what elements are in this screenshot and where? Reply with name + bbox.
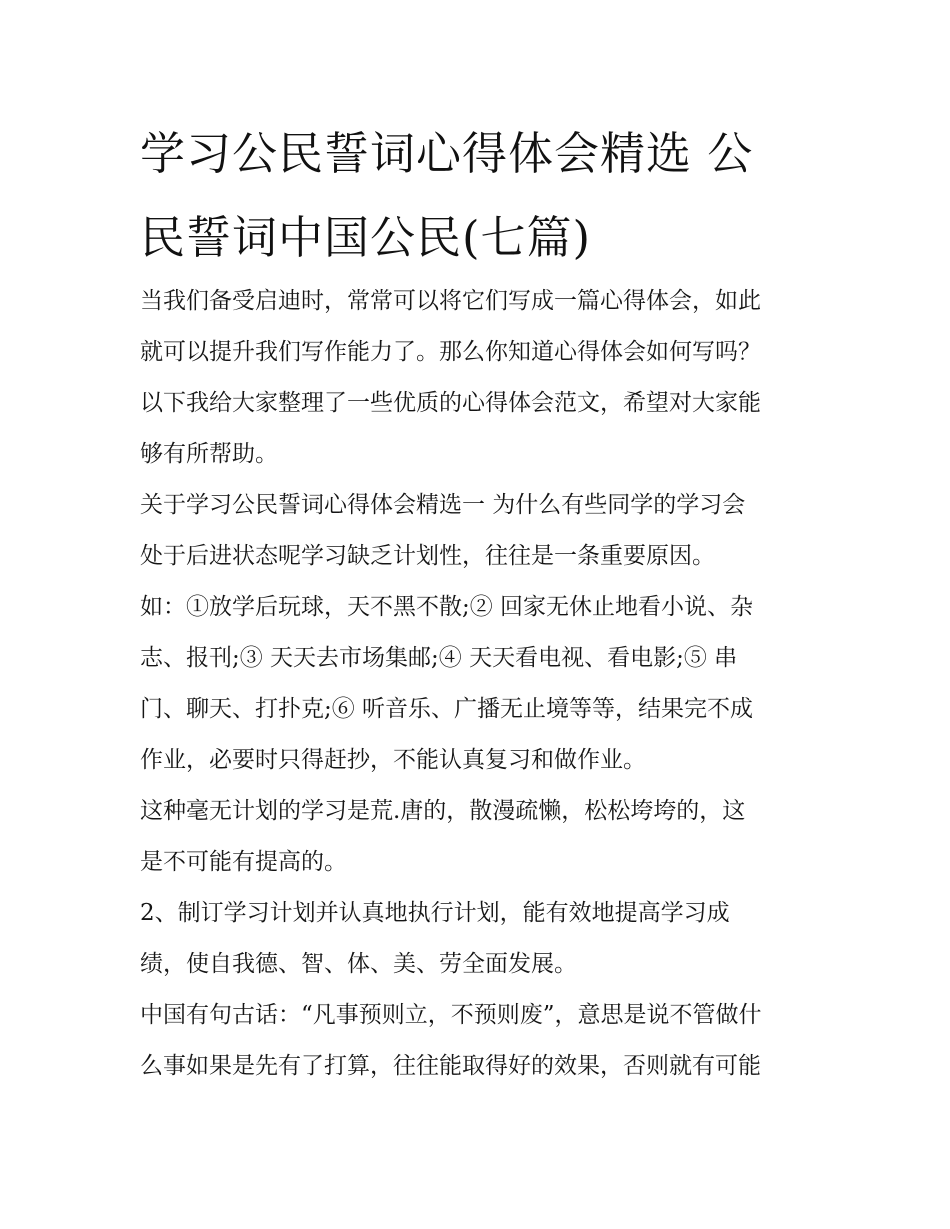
body-line: 如：①放学后玩球，天不黑不散;② 回家无休止地看小说、杂 xyxy=(140,594,754,620)
body-line: 么事如果是先有了打算，往往能取得好的效果，否则就有可能 xyxy=(140,1053,761,1079)
body-line: 作业，必要时只得赶抄，不能认真复习和做作业。 xyxy=(140,747,646,773)
title-line-1: 学习公民誓词心得体会精选 公 xyxy=(140,127,754,180)
body-line: 门、聊天、打扑克;⑥ 听音乐、广播无止境等等，结果完不成 xyxy=(140,696,754,722)
body-line: 中国有句古话：“凡事预则立，不预则废”，意思是说不管做什 xyxy=(140,1002,762,1028)
body-line: 够有所帮助。 xyxy=(140,441,278,467)
body-line: 关于学习公民誓词心得体会精选一 为什么有些同学的学习会 xyxy=(140,492,746,518)
body-line: 以下我给大家整理了一些优质的心得体会范文，希望对大家能 xyxy=(140,390,761,416)
body-line: 这种毫无计划的学习是荒.唐的，散漫疏懒，松松垮垮的，这 xyxy=(140,798,746,824)
body-line: 是不可能有提高的。 xyxy=(140,849,347,875)
body-line: 绩，使自我德、智、体、美、劳全面发展。 xyxy=(140,951,577,977)
body-line: 处于后进状态呢学习缺乏计划性，往往是一条重要原因。 xyxy=(140,543,715,569)
body-line: 当我们备受启迪时，常常可以将它们写成一篇心得体会，如此 xyxy=(140,288,761,314)
body-line: 就可以提升我们写作能力了。那么你知道心得体会如何写吗？ xyxy=(140,339,761,365)
title-line-2: 民誓词中国公民(七篇) xyxy=(140,211,592,264)
body-line: 志、报刊;③ 天天去市场集邮;④ 天天看电视、看电影;⑤ 串 xyxy=(140,645,738,671)
document-body xyxy=(140,276,820,1092)
body-line: 2、制订学习计划并认真地执行计划，能有效地提高学习成 xyxy=(140,900,730,926)
document-title xyxy=(140,112,820,280)
